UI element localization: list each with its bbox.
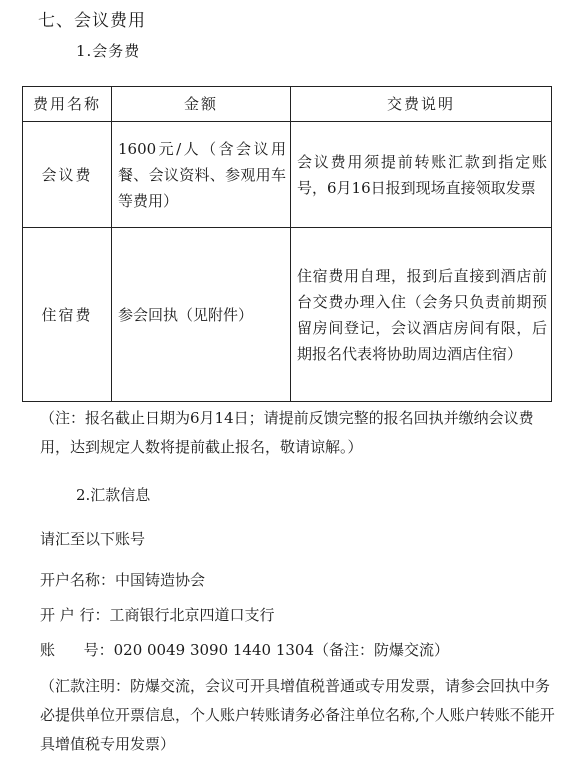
fee-name-cell: 住宿费 [23, 228, 112, 402]
subsection-title-remittance: 2.汇款信息 [76, 486, 151, 504]
fee-amount-cell: 1600元/人（含会议用餐、会议资料、参观用车等费用） [112, 122, 291, 228]
fee-amount-cell: 参会回执（见附件） [112, 228, 291, 402]
fee-desc-cell: 住宿费用自理，报到后直接到酒店前台交费办理入住（会务只负责前期预留房间登记，会议酒店房间有限，后期报名代表将协助周边酒店住宿） [291, 228, 552, 402]
table-row [23, 228, 552, 402]
column-header: 交费说明 [291, 87, 552, 122]
subsection-title-fees: 1.会务费 [76, 42, 141, 60]
section-heading: 七、会议费用 [38, 11, 146, 31]
column-header: 费用名称 [23, 87, 112, 122]
remit-intro: 请汇至以下账号 [40, 530, 146, 548]
bank-branch: 开 户 行：工商银行北京四道口支行 [40, 606, 275, 624]
account-name: 开户名称：中国铸造协会 [40, 571, 206, 589]
fee-desc-cell: 会议费用须提前转账汇款到指定账号，6月16日报到现场直接领取发票 [291, 122, 552, 228]
fee-table [22, 86, 552, 402]
account-number: 账 号：020 0049 3090 1440 1304（备注：防爆交流） [40, 641, 450, 659]
fee-name-cell: 会议费 [23, 122, 112, 228]
remittance-remark: （汇款注明：防爆交流，会议可开具增值税普通或专用发票，请参会回执中务必提供单位开票信息，个人账户转账请务必备注单位名称,个人账户转账不能开具增值税专用发票） [40, 677, 555, 753]
table-row [23, 122, 552, 228]
column-header: 金额 [112, 87, 291, 122]
table-header-row [23, 87, 552, 122]
registration-note: （注：报名截止日期为6月14日；请提前反馈完整的报名回执并缴纳会议费用，达到规定人数将提前截止报名，敬请谅解。） [40, 409, 534, 456]
